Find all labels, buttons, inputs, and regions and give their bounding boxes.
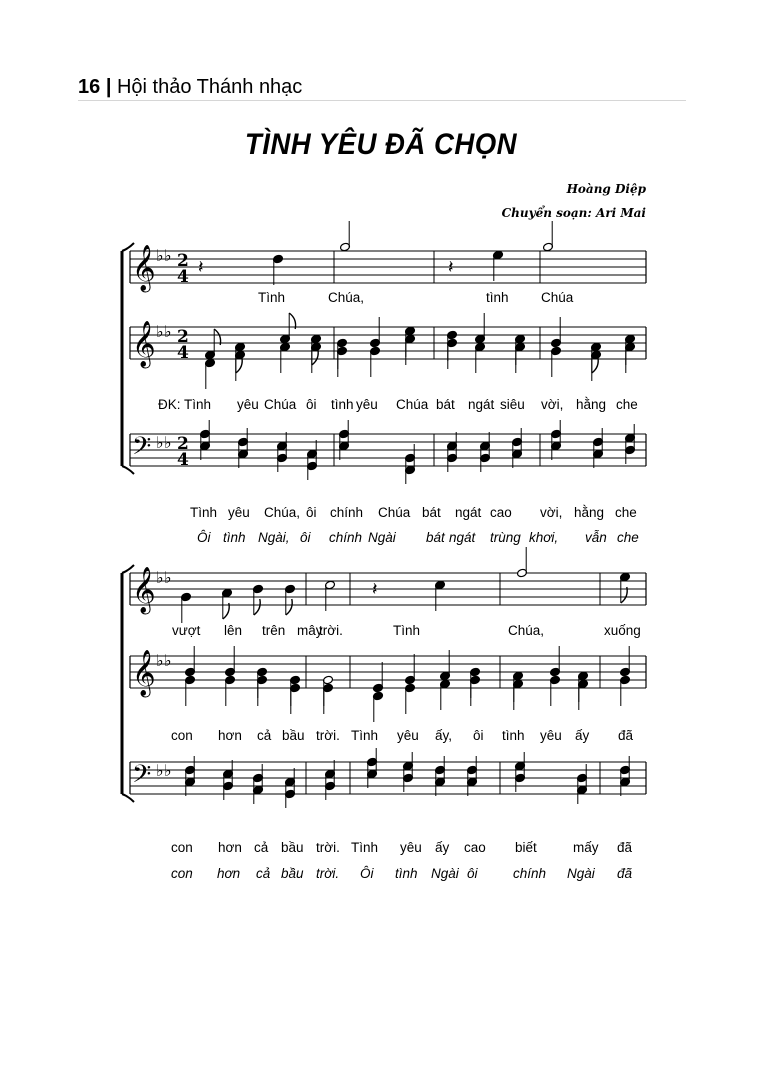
lyric-word: bầu xyxy=(282,728,305,743)
flat-sign: ♭ xyxy=(164,322,172,341)
lyric-word: bát xyxy=(426,530,445,545)
note-flag xyxy=(286,599,292,615)
lyric-word: đã xyxy=(618,728,634,743)
treble-clef: 𝄞 xyxy=(132,245,156,291)
lyric-word: tình xyxy=(502,728,525,743)
bass-clef: 𝄢 xyxy=(132,760,152,795)
lyric-word: đã xyxy=(617,840,633,855)
quarter-rest: 𝄽 xyxy=(372,579,378,600)
time-signature-top: 2 xyxy=(177,327,189,347)
lyric-word: mây xyxy=(297,623,323,638)
lyric-word: xuống xyxy=(604,623,641,638)
lyric-word: vẫn xyxy=(585,530,607,545)
lyric-word: hơn xyxy=(217,866,241,881)
lyric-word: đã xyxy=(617,866,633,881)
lyric-word: hằng xyxy=(574,505,605,520)
lyric-word: ấy xyxy=(435,840,450,855)
lyric-word: Ngài xyxy=(368,530,396,545)
lyric-word: Ôi xyxy=(197,530,211,545)
lyric-word: ĐK: Tình xyxy=(158,397,212,412)
flat-sign: ♭ xyxy=(164,651,172,670)
bracket-hook xyxy=(122,794,134,802)
lyric-word: Tình xyxy=(351,728,379,743)
lyric-word: trời. xyxy=(316,840,340,855)
lyric-word: cao xyxy=(464,840,486,855)
lyric-word: Chúa, xyxy=(264,505,301,520)
lyric-word: Chúa xyxy=(396,397,429,412)
lyric-word: Ngài xyxy=(431,866,459,881)
lyric-word: Chúa, xyxy=(328,290,365,305)
lyric-word: trời. xyxy=(316,866,340,881)
staff-lines xyxy=(122,243,646,802)
lyric-word: tình xyxy=(395,866,418,881)
header-separator: | xyxy=(105,76,112,98)
lyric-word: tình xyxy=(223,530,246,545)
time-signature-top: 2 xyxy=(177,434,189,454)
lyric-word: trời. xyxy=(319,623,343,638)
lyric-word: Chúa xyxy=(541,290,574,305)
lyric-word: yêu xyxy=(228,505,250,520)
lyric-word: Chúa xyxy=(378,505,411,520)
page-number: 16 xyxy=(78,76,101,98)
lyric-word: Chúa xyxy=(264,397,297,412)
flat-sign: ♭ xyxy=(164,433,172,452)
lyric-word: Tình xyxy=(190,505,218,520)
lyric-word: yêu xyxy=(397,728,419,743)
lyric-word: bầu xyxy=(281,840,304,855)
lyric-word: trùng xyxy=(490,530,521,545)
lyric-word: biết xyxy=(515,840,537,855)
lyric-word: Tình xyxy=(393,623,421,638)
lyric-word: mấy xyxy=(573,840,599,855)
note-flag xyxy=(254,599,260,615)
flat-sign: ♭ xyxy=(156,322,164,341)
lyric-word: yêu xyxy=(356,397,378,412)
composer-credit: Hoàng Diệp xyxy=(566,182,646,196)
lyric-word: cả xyxy=(254,840,269,855)
lyric-word: hơn xyxy=(218,728,242,743)
time-signature-bottom: 4 xyxy=(177,267,189,287)
lyric-word: ôi xyxy=(467,866,478,881)
lyric-word: ôi xyxy=(306,397,317,412)
flat-sign: ♭ xyxy=(164,761,172,780)
time-signature-bottom: 4 xyxy=(177,450,189,470)
lyric-word: con xyxy=(171,866,193,881)
flat-sign: ♭ xyxy=(156,761,164,780)
lyric-word: Tình xyxy=(258,290,286,305)
bass-clef: 𝄢 xyxy=(132,432,152,467)
lyric-word: vời, xyxy=(540,505,563,520)
quarter-rest: 𝄽 xyxy=(198,257,204,278)
lyric-word: Ngài xyxy=(567,866,595,881)
lyric-word: yêu xyxy=(540,728,562,743)
lyric-word: khơi, xyxy=(529,530,559,545)
treble-clef: 𝄞 xyxy=(132,321,156,367)
lyric-word: Ôi xyxy=(360,866,374,881)
lyric-word: bát xyxy=(436,397,455,412)
flat-sign: ♭ xyxy=(156,651,164,670)
flat-sign: ♭ xyxy=(164,568,172,587)
treble-clef: 𝄞 xyxy=(132,650,156,696)
flat-sign: ♭ xyxy=(156,433,164,452)
lyric-word: ngát xyxy=(449,530,476,545)
flat-sign: ♭ xyxy=(156,246,164,265)
quarter-rest: 𝄽 xyxy=(448,257,454,278)
lyric-word: yêu xyxy=(400,840,422,855)
lyric-word: cả xyxy=(256,866,271,881)
lyric-word: hơn xyxy=(218,840,242,855)
lyric-word: ngát xyxy=(455,505,482,520)
lyric-word: trời. xyxy=(316,728,340,743)
lyric-word: hằng xyxy=(576,397,607,412)
lyric-word: ôi xyxy=(300,530,311,545)
lyric-word: chính xyxy=(329,530,363,545)
lyric-word: lên xyxy=(224,623,243,638)
lyric-word: con xyxy=(171,840,193,855)
lyric-word: trên xyxy=(262,623,286,638)
lyric-word: ôi xyxy=(306,505,317,520)
lyric-word: cao xyxy=(490,505,512,520)
lyric-word: che xyxy=(617,530,639,545)
bracket-hook xyxy=(122,466,134,474)
lyric-word: chính xyxy=(513,866,547,881)
lyric-word: vời, xyxy=(541,397,564,412)
lyric-word: Tình xyxy=(351,840,379,855)
lyric-word: Chúa, xyxy=(508,623,545,638)
lyric-word: con xyxy=(171,728,193,743)
lyric-word: ngát xyxy=(468,397,495,412)
lyric-word: bát xyxy=(422,505,441,520)
lyric-word: che xyxy=(616,397,638,412)
lyric-word: siêu xyxy=(500,397,525,412)
arranger-credit: Chuyển soạn: Ari Mai xyxy=(501,206,646,220)
book-title: Hội thảo Thánh nhạc xyxy=(116,76,303,98)
lyric-word: ấy xyxy=(575,728,590,743)
lyric-word: bầu xyxy=(281,866,304,881)
lyric-word: yêu xyxy=(237,397,259,412)
lyric-word: tình xyxy=(486,290,509,305)
lyric-word: chính xyxy=(330,505,364,520)
lyric-word: tình xyxy=(331,397,354,412)
time-signature-top: 2 xyxy=(177,251,189,271)
time-signature-bottom: 4 xyxy=(177,343,189,363)
lyric-word: vượt xyxy=(172,623,201,638)
lyric-word: cả xyxy=(257,728,272,743)
lyric-word: Ngài, xyxy=(258,530,290,545)
lyric-word: ấy, xyxy=(435,728,453,743)
flat-sign: ♭ xyxy=(164,246,172,265)
lyric-word: ôi xyxy=(473,728,484,743)
treble-clef: 𝄞 xyxy=(132,567,156,613)
lyric-word: che xyxy=(615,505,637,520)
flat-sign: ♭ xyxy=(156,568,164,587)
song-title: TÌNH YÊU ĐÃ CHỌN xyxy=(244,128,518,161)
